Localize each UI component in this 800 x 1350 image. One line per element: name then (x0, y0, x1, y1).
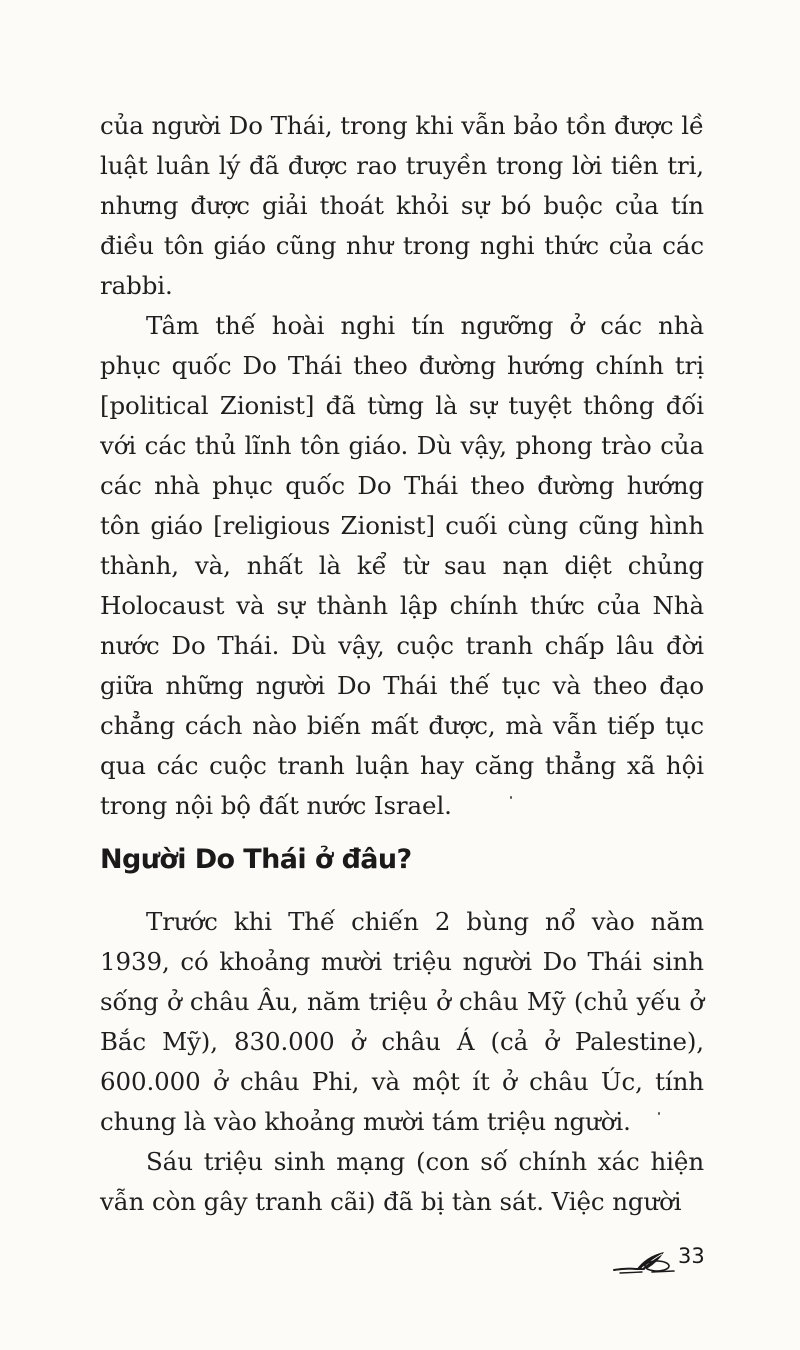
page-number: 33 (678, 1244, 705, 1268)
section-heading: Người Do Thái ở đâu? (100, 844, 412, 875)
body-text-bottom (100, 902, 704, 1222)
print-speck (510, 796, 512, 799)
paragraph-zionist: Tâm thế hoài nghi tín ngưỡng ở các nhà phục quốc Do Thái theo đường hướng chính trị [political Zionist] đã từng là sự tuyệt thông đối với các thủ lĩnh tôn giáo. Dù vậy, phong trào của các nhà phục quốc Do Thái theo đường hướng tôn giáo [religious Zionist] cuối cùng cũng hình thành, và, nhất là kể từ sau nạn diệt chủng Holocaust và sự thành lập chính thức của Nhà nước Do Thái. Dù vậy, cuộc tranh chấp lâu đời giữa những người Do Thái thế tục và theo đạo chẳng cách nào biến mất được, mà vẫn tiếp tục qua các cuộc tranh luận hay căng thẳng xã hội trong nội bộ đất nước Israel. (100, 311, 704, 820)
paragraph-continuation: của người Do Thái, trong khi vẫn bảo tồn được lề luật luân lý đã được rao truyền trong lời tiên tri, nhưng được giải thoát khỏi sự bó buộc của tín điều tôn giáo cũng như trong nghi thức của các rabbi. (100, 111, 704, 300)
body-text-top (100, 106, 704, 826)
quill-pen-icon (612, 1248, 678, 1276)
folio (612, 1244, 722, 1280)
paragraph-holocaust: Sáu triệu sinh mạng (con số chính xác hiện vẫn còn gây tranh cãi) đã bị tàn sát. Việc người (100, 1147, 704, 1216)
paragraph-population: Trước khi Thế chiến 2 bùng nổ vào năm 1939, có khoảng mười triệu người Do Thái sinh sống ở châu Âu, năm triệu ở châu Mỹ (chủ yếu ở Bắc Mỹ), 830.000 ở châu Á (cả ở Palestine), 600.000 ở châu Phi, và một ít ở châu Úc, tính chung là vào khoảng mười tám triệu người. (100, 907, 704, 1136)
print-speck (658, 1112, 660, 1115)
